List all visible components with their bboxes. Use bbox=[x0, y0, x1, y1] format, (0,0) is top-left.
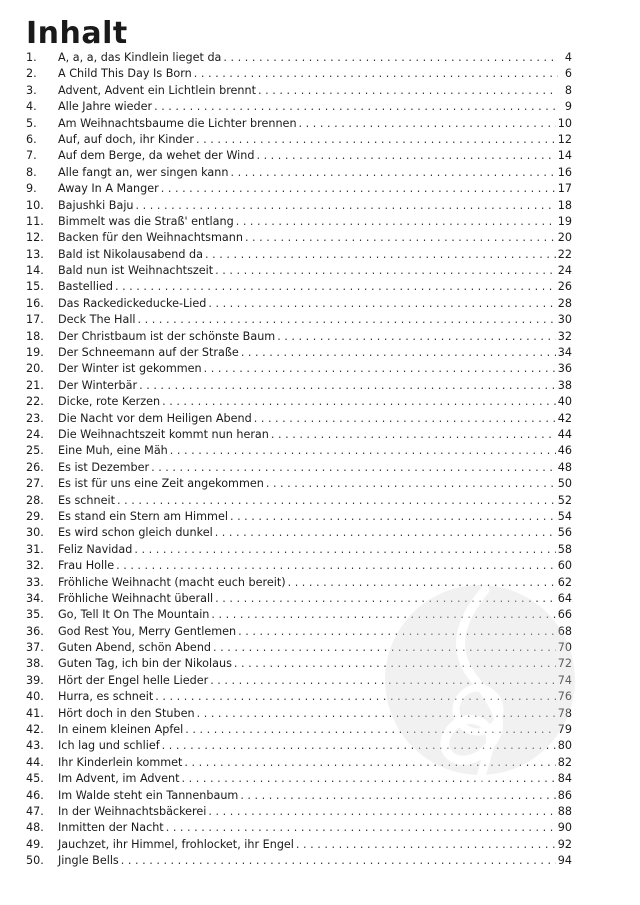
entry-number: 5. bbox=[26, 116, 37, 130]
dot-leader bbox=[136, 198, 556, 214]
entry-number: 31. bbox=[26, 542, 44, 556]
entry-title: Fröhliche Weihnacht überall bbox=[58, 591, 214, 605]
dot-leader bbox=[210, 673, 556, 689]
dot-leader bbox=[194, 66, 558, 82]
dot-leader bbox=[241, 345, 556, 361]
entry-number: 19. bbox=[26, 346, 44, 360]
entry-title: Bald ist Nikolausabend da bbox=[58, 247, 204, 261]
toc-entry bbox=[26, 820, 572, 836]
toc-entry bbox=[26, 509, 572, 525]
entry-title: God Rest You, Merry Gentlemen bbox=[58, 624, 237, 638]
dot-leader bbox=[162, 394, 556, 410]
entry-title: Auf dem Berge, da wehet der Wind bbox=[58, 149, 255, 163]
entry-number: 10. bbox=[26, 198, 44, 212]
dot-leader bbox=[154, 99, 558, 115]
entry-title: Inmitten der Nacht bbox=[58, 821, 164, 835]
entry-page-number: 38 bbox=[557, 378, 572, 392]
toc-entry bbox=[26, 591, 572, 607]
toc-entry bbox=[26, 263, 572, 279]
entry-page-number: 90 bbox=[557, 821, 572, 835]
entry-title: Alle Jahre wieder bbox=[58, 100, 153, 114]
dot-leader bbox=[215, 591, 556, 607]
entry-page-number: 44 bbox=[557, 427, 572, 441]
entry-page-number: 18 bbox=[557, 198, 572, 212]
dot-leader bbox=[230, 509, 556, 525]
entry-title: Bimmelt was die Straß' entlang bbox=[58, 214, 234, 228]
entry-page-number: 50 bbox=[557, 477, 572, 491]
dot-leader bbox=[234, 656, 556, 672]
entry-title: In einem kleinen Apfel bbox=[58, 723, 184, 737]
toc-entry bbox=[26, 706, 572, 722]
entry-title: Bald nun ist Weihnachtszeit bbox=[58, 264, 214, 278]
toc-entry bbox=[26, 525, 572, 541]
entry-number: 25. bbox=[26, 444, 44, 458]
toc-entry bbox=[26, 640, 572, 656]
entry-number: 6. bbox=[26, 132, 37, 146]
entry-number: 33. bbox=[26, 575, 44, 589]
dot-leader bbox=[134, 542, 555, 558]
entry-page-number: 30 bbox=[557, 313, 572, 327]
entry-number: 32. bbox=[26, 559, 44, 573]
toc-entry bbox=[26, 575, 572, 591]
dot-leader bbox=[155, 689, 555, 705]
entry-title: Go, Tell It On The Mountain bbox=[58, 608, 210, 622]
entry-page-number: 66 bbox=[557, 608, 572, 622]
entry-title: A Child This Day Is Born bbox=[58, 67, 192, 81]
toc-entry bbox=[26, 443, 572, 459]
toc-entry bbox=[26, 50, 572, 66]
entry-page-number: 32 bbox=[557, 329, 572, 343]
entry-number: 28. bbox=[26, 493, 44, 507]
dot-leader bbox=[162, 738, 556, 754]
entry-number: 1. bbox=[26, 51, 37, 64]
entry-number: 22. bbox=[26, 395, 44, 409]
dot-leader bbox=[277, 329, 556, 345]
entry-title: Der Winterbär bbox=[58, 378, 138, 392]
dot-leader bbox=[215, 525, 556, 541]
entry-number: 11. bbox=[26, 214, 44, 228]
toc-entry bbox=[26, 788, 572, 804]
entry-number: 50. bbox=[26, 854, 44, 868]
toc-entry bbox=[26, 132, 572, 148]
dot-leader bbox=[184, 755, 555, 771]
entry-page-number: 24 bbox=[557, 264, 572, 278]
dot-leader bbox=[185, 722, 556, 738]
entry-title: Bastellied bbox=[58, 280, 113, 294]
dot-leader bbox=[240, 788, 555, 804]
entry-title: Fröhliche Weihnacht (macht euch bereit) bbox=[58, 575, 286, 589]
entry-page-number: 12 bbox=[557, 132, 572, 146]
entry-page-number: 94 bbox=[557, 854, 572, 868]
entry-title: Alle fangt an, wer singen kann bbox=[58, 165, 229, 179]
entry-number: 34. bbox=[26, 591, 44, 605]
entry-page-number: 34 bbox=[557, 346, 572, 360]
entry-page-number: 86 bbox=[557, 788, 572, 802]
entry-number: 43. bbox=[26, 739, 44, 753]
entry-page-number: 8 bbox=[564, 83, 572, 97]
entry-page-number: 72 bbox=[557, 657, 572, 671]
entry-page-number: 82 bbox=[557, 755, 572, 769]
entry-title: Guten Tag, ich bin der Nikolaus bbox=[58, 657, 232, 671]
entry-number: 7. bbox=[26, 149, 37, 163]
entry-title: Backen für den Weihnachtsmann bbox=[58, 231, 243, 245]
entry-page-number: 40 bbox=[557, 395, 572, 409]
entry-number: 39. bbox=[26, 673, 44, 687]
toc-entry bbox=[26, 853, 572, 869]
dot-leader bbox=[197, 706, 556, 722]
toc-entry bbox=[26, 624, 572, 640]
entry-title: In der Weihnachtsbäckerei bbox=[58, 804, 207, 818]
entry-page-number: 10 bbox=[557, 116, 572, 130]
entry-number: 37. bbox=[26, 641, 44, 655]
entry-title: Es schneit bbox=[58, 493, 115, 507]
entry-number: 47. bbox=[26, 804, 44, 818]
toc-entry bbox=[26, 722, 572, 738]
toc-entry bbox=[26, 755, 572, 771]
entry-page-number: 9 bbox=[564, 100, 572, 114]
entry-page-number: 46 bbox=[557, 444, 572, 458]
toc-entry bbox=[26, 345, 572, 361]
toc-entry bbox=[26, 66, 572, 82]
toc-entry bbox=[26, 247, 572, 263]
entry-number: 20. bbox=[26, 362, 44, 376]
toc-entry bbox=[26, 771, 572, 787]
toc-entry bbox=[26, 738, 572, 754]
dot-leader bbox=[115, 279, 556, 295]
dot-leader bbox=[121, 853, 556, 869]
entry-title: Der Winter ist gekommen bbox=[58, 362, 202, 376]
entry-number: 16. bbox=[26, 296, 44, 310]
toc-entry bbox=[26, 476, 572, 492]
toc-entry bbox=[26, 361, 572, 377]
entry-title: Das Rackedickeducke-Lied bbox=[58, 296, 207, 310]
entry-number: 49. bbox=[26, 837, 44, 851]
entry-page-number: 76 bbox=[557, 690, 572, 704]
entry-page-number: 79 bbox=[557, 723, 572, 737]
entry-number: 35. bbox=[26, 608, 44, 622]
entry-title: Es ist für uns eine Zeit angekommen bbox=[58, 477, 264, 491]
toc-entry bbox=[26, 607, 572, 623]
entry-page-number: 92 bbox=[557, 837, 572, 851]
dot-leader bbox=[245, 230, 556, 246]
toc-entry bbox=[26, 542, 572, 558]
entry-number: 30. bbox=[26, 526, 44, 540]
toc-entry bbox=[26, 279, 572, 295]
dot-leader bbox=[208, 296, 555, 312]
dot-leader bbox=[299, 116, 556, 132]
toc-entry bbox=[26, 165, 572, 181]
entry-page-number: 19 bbox=[557, 214, 572, 228]
entry-number: 23. bbox=[26, 411, 44, 425]
entry-title: Guten Abend, schön Abend bbox=[58, 641, 212, 655]
dot-leader bbox=[116, 558, 556, 574]
dot-leader bbox=[138, 312, 556, 328]
dot-leader bbox=[271, 427, 556, 443]
entry-number: 41. bbox=[26, 706, 44, 720]
dot-leader bbox=[238, 624, 556, 640]
entry-number: 14. bbox=[26, 264, 44, 278]
entry-page-number: 20 bbox=[557, 231, 572, 245]
toc-entry bbox=[26, 804, 572, 820]
entry-number: 13. bbox=[26, 247, 44, 261]
entry-page-number: 28 bbox=[557, 296, 572, 310]
entry-number: 21. bbox=[26, 378, 44, 392]
entry-number: 9. bbox=[26, 182, 37, 196]
dot-leader bbox=[211, 607, 555, 623]
dot-leader bbox=[215, 263, 556, 279]
entry-number: 18. bbox=[26, 329, 44, 343]
dot-leader bbox=[196, 132, 556, 148]
entry-page-number: 14 bbox=[557, 149, 572, 163]
entry-number: 2. bbox=[26, 67, 37, 81]
entry-page-number: 52 bbox=[557, 493, 572, 507]
toc-entry bbox=[26, 329, 572, 345]
toc-entry bbox=[26, 656, 572, 672]
toc-entry bbox=[26, 673, 572, 689]
dot-leader bbox=[266, 476, 556, 492]
entry-page-number: 4 bbox=[564, 51, 572, 64]
entry-number: 29. bbox=[26, 509, 44, 523]
toc-entry bbox=[26, 689, 572, 705]
entry-title: Ich lag und schlief bbox=[58, 739, 160, 753]
dot-leader bbox=[139, 378, 556, 394]
entry-title: Away In A Manger bbox=[58, 182, 159, 196]
entry-number: 15. bbox=[26, 280, 44, 294]
dot-leader bbox=[230, 165, 555, 181]
dot-leader bbox=[223, 50, 558, 66]
entry-title: Hurra, es schneit bbox=[58, 690, 154, 704]
entry-title: Es stand ein Stern am Himmel bbox=[58, 509, 228, 523]
entry-title: Deck The Hall bbox=[58, 313, 136, 327]
toc-entry bbox=[26, 837, 572, 853]
entry-number: 26. bbox=[26, 460, 44, 474]
entry-page-number: 84 bbox=[557, 772, 572, 786]
dot-leader bbox=[213, 640, 556, 656]
entry-title: Der Schneemann auf der Straße bbox=[58, 346, 239, 360]
entry-title: Am Weihnachtsbaume die Lichter brennen bbox=[58, 116, 297, 130]
toc-entry bbox=[26, 558, 572, 574]
entry-page-number: 78 bbox=[557, 706, 572, 720]
dot-leader bbox=[166, 820, 556, 836]
dot-leader bbox=[170, 443, 556, 459]
toc-entry bbox=[26, 83, 572, 99]
toc-entry bbox=[26, 214, 572, 230]
entry-number: 17. bbox=[26, 313, 44, 327]
entry-number: 45. bbox=[26, 772, 44, 786]
entry-number: 44. bbox=[26, 755, 44, 769]
entry-page-number: 80 bbox=[557, 739, 572, 753]
entry-page-number: 22 bbox=[557, 247, 572, 261]
dot-leader bbox=[258, 83, 558, 99]
entry-number: 38. bbox=[26, 657, 44, 671]
entry-page-number: 17 bbox=[557, 182, 572, 196]
entry-title: Eine Muh, eine Mäh bbox=[58, 444, 168, 458]
toc-entry bbox=[26, 312, 572, 328]
entry-number: 8. bbox=[26, 165, 37, 179]
dot-leader bbox=[182, 771, 556, 787]
entry-number: 40. bbox=[26, 690, 44, 704]
entry-title: Im Advent, im Advent bbox=[58, 772, 180, 786]
dot-leader bbox=[254, 411, 556, 427]
entry-page-number: 36 bbox=[557, 362, 572, 376]
toc-entry bbox=[26, 99, 572, 115]
entry-title: Feliz Navidad bbox=[58, 542, 133, 556]
toc-entry bbox=[26, 493, 572, 509]
entry-title: Hört der Engel helle Lieder bbox=[58, 673, 209, 687]
entry-title: Die Weihnachtszeit kommt nun heran bbox=[58, 427, 269, 441]
entry-title: Jingle Bells bbox=[58, 854, 119, 868]
dot-leader bbox=[204, 361, 556, 377]
toc-entry bbox=[26, 116, 572, 132]
dot-leader bbox=[236, 214, 556, 230]
entry-number: 42. bbox=[26, 723, 44, 737]
entry-title: Jauchzet, ihr Himmel, frohlocket, ihr Engel bbox=[58, 837, 294, 851]
entry-title: Die Nacht vor dem Heiligen Abend bbox=[58, 411, 252, 425]
entry-page-number: 56 bbox=[557, 526, 572, 540]
entry-page-number: 54 bbox=[557, 509, 572, 523]
entry-title: Es wird schon gleich dunkel bbox=[58, 526, 213, 540]
entry-number: 12. bbox=[26, 231, 44, 245]
entry-page-number: 16 bbox=[557, 165, 572, 179]
table-of-contents bbox=[26, 50, 572, 870]
toc-entry bbox=[26, 378, 572, 394]
entry-number: 46. bbox=[26, 788, 44, 802]
entry-page-number: 74 bbox=[557, 673, 572, 687]
dot-leader bbox=[288, 575, 556, 591]
entry-page-number: 68 bbox=[557, 624, 572, 638]
toc-entry bbox=[26, 181, 572, 197]
entry-page-number: 6 bbox=[564, 67, 572, 81]
toc-entry bbox=[26, 394, 572, 410]
entry-title: Der Christbaum ist der schönste Baum bbox=[58, 329, 276, 343]
toc-entry bbox=[26, 296, 572, 312]
entry-page-number: 60 bbox=[557, 559, 572, 573]
page-title: Inhalt bbox=[26, 16, 128, 51]
toc-entry bbox=[26, 427, 572, 443]
entry-page-number: 58 bbox=[557, 542, 572, 556]
entry-number: 24. bbox=[26, 427, 44, 441]
dot-leader bbox=[208, 804, 555, 820]
entry-title: Dicke, rote Kerzen bbox=[58, 395, 161, 409]
entry-title: Frau Holle bbox=[58, 559, 115, 573]
entry-number: 4. bbox=[26, 100, 37, 114]
entry-page-number: 48 bbox=[557, 460, 572, 474]
dot-leader bbox=[256, 148, 555, 164]
dot-leader bbox=[161, 181, 556, 197]
entry-title: Ihr Kinderlein kommet bbox=[58, 755, 183, 769]
entry-number: 27. bbox=[26, 477, 44, 491]
toc-entry bbox=[26, 198, 572, 214]
entry-title: Im Walde steht ein Tannenbaum bbox=[58, 788, 239, 802]
entry-title: Advent, Advent ein Lichtlein brennt bbox=[58, 83, 257, 97]
toc-entry bbox=[26, 230, 572, 246]
entry-number: 36. bbox=[26, 624, 44, 638]
entry-page-number: 42 bbox=[557, 411, 572, 425]
toc-entry bbox=[26, 411, 572, 427]
entry-title: Bajushki Baju bbox=[58, 198, 134, 212]
entry-title: A, a, a, das Kindlein lieget da bbox=[58, 51, 222, 64]
dot-leader bbox=[205, 247, 556, 263]
entry-page-number: 26 bbox=[557, 280, 572, 294]
toc-entry bbox=[26, 148, 572, 164]
dot-leader bbox=[151, 460, 556, 476]
dot-leader bbox=[117, 493, 556, 509]
toc-entry bbox=[26, 460, 572, 476]
entry-number: 48. bbox=[26, 821, 44, 835]
entry-page-number: 88 bbox=[557, 804, 572, 818]
entry-page-number: 64 bbox=[557, 591, 572, 605]
entry-number: 3. bbox=[26, 83, 37, 97]
entry-title: Auf, auf doch, ihr Kinder bbox=[58, 132, 195, 146]
entry-title: Hört doch in den Stuben bbox=[58, 706, 195, 720]
entry-title: Es ist Dezember bbox=[58, 460, 150, 474]
entry-page-number: 70 bbox=[557, 641, 572, 655]
entry-page-number: 62 bbox=[557, 575, 572, 589]
dot-leader bbox=[296, 837, 556, 853]
